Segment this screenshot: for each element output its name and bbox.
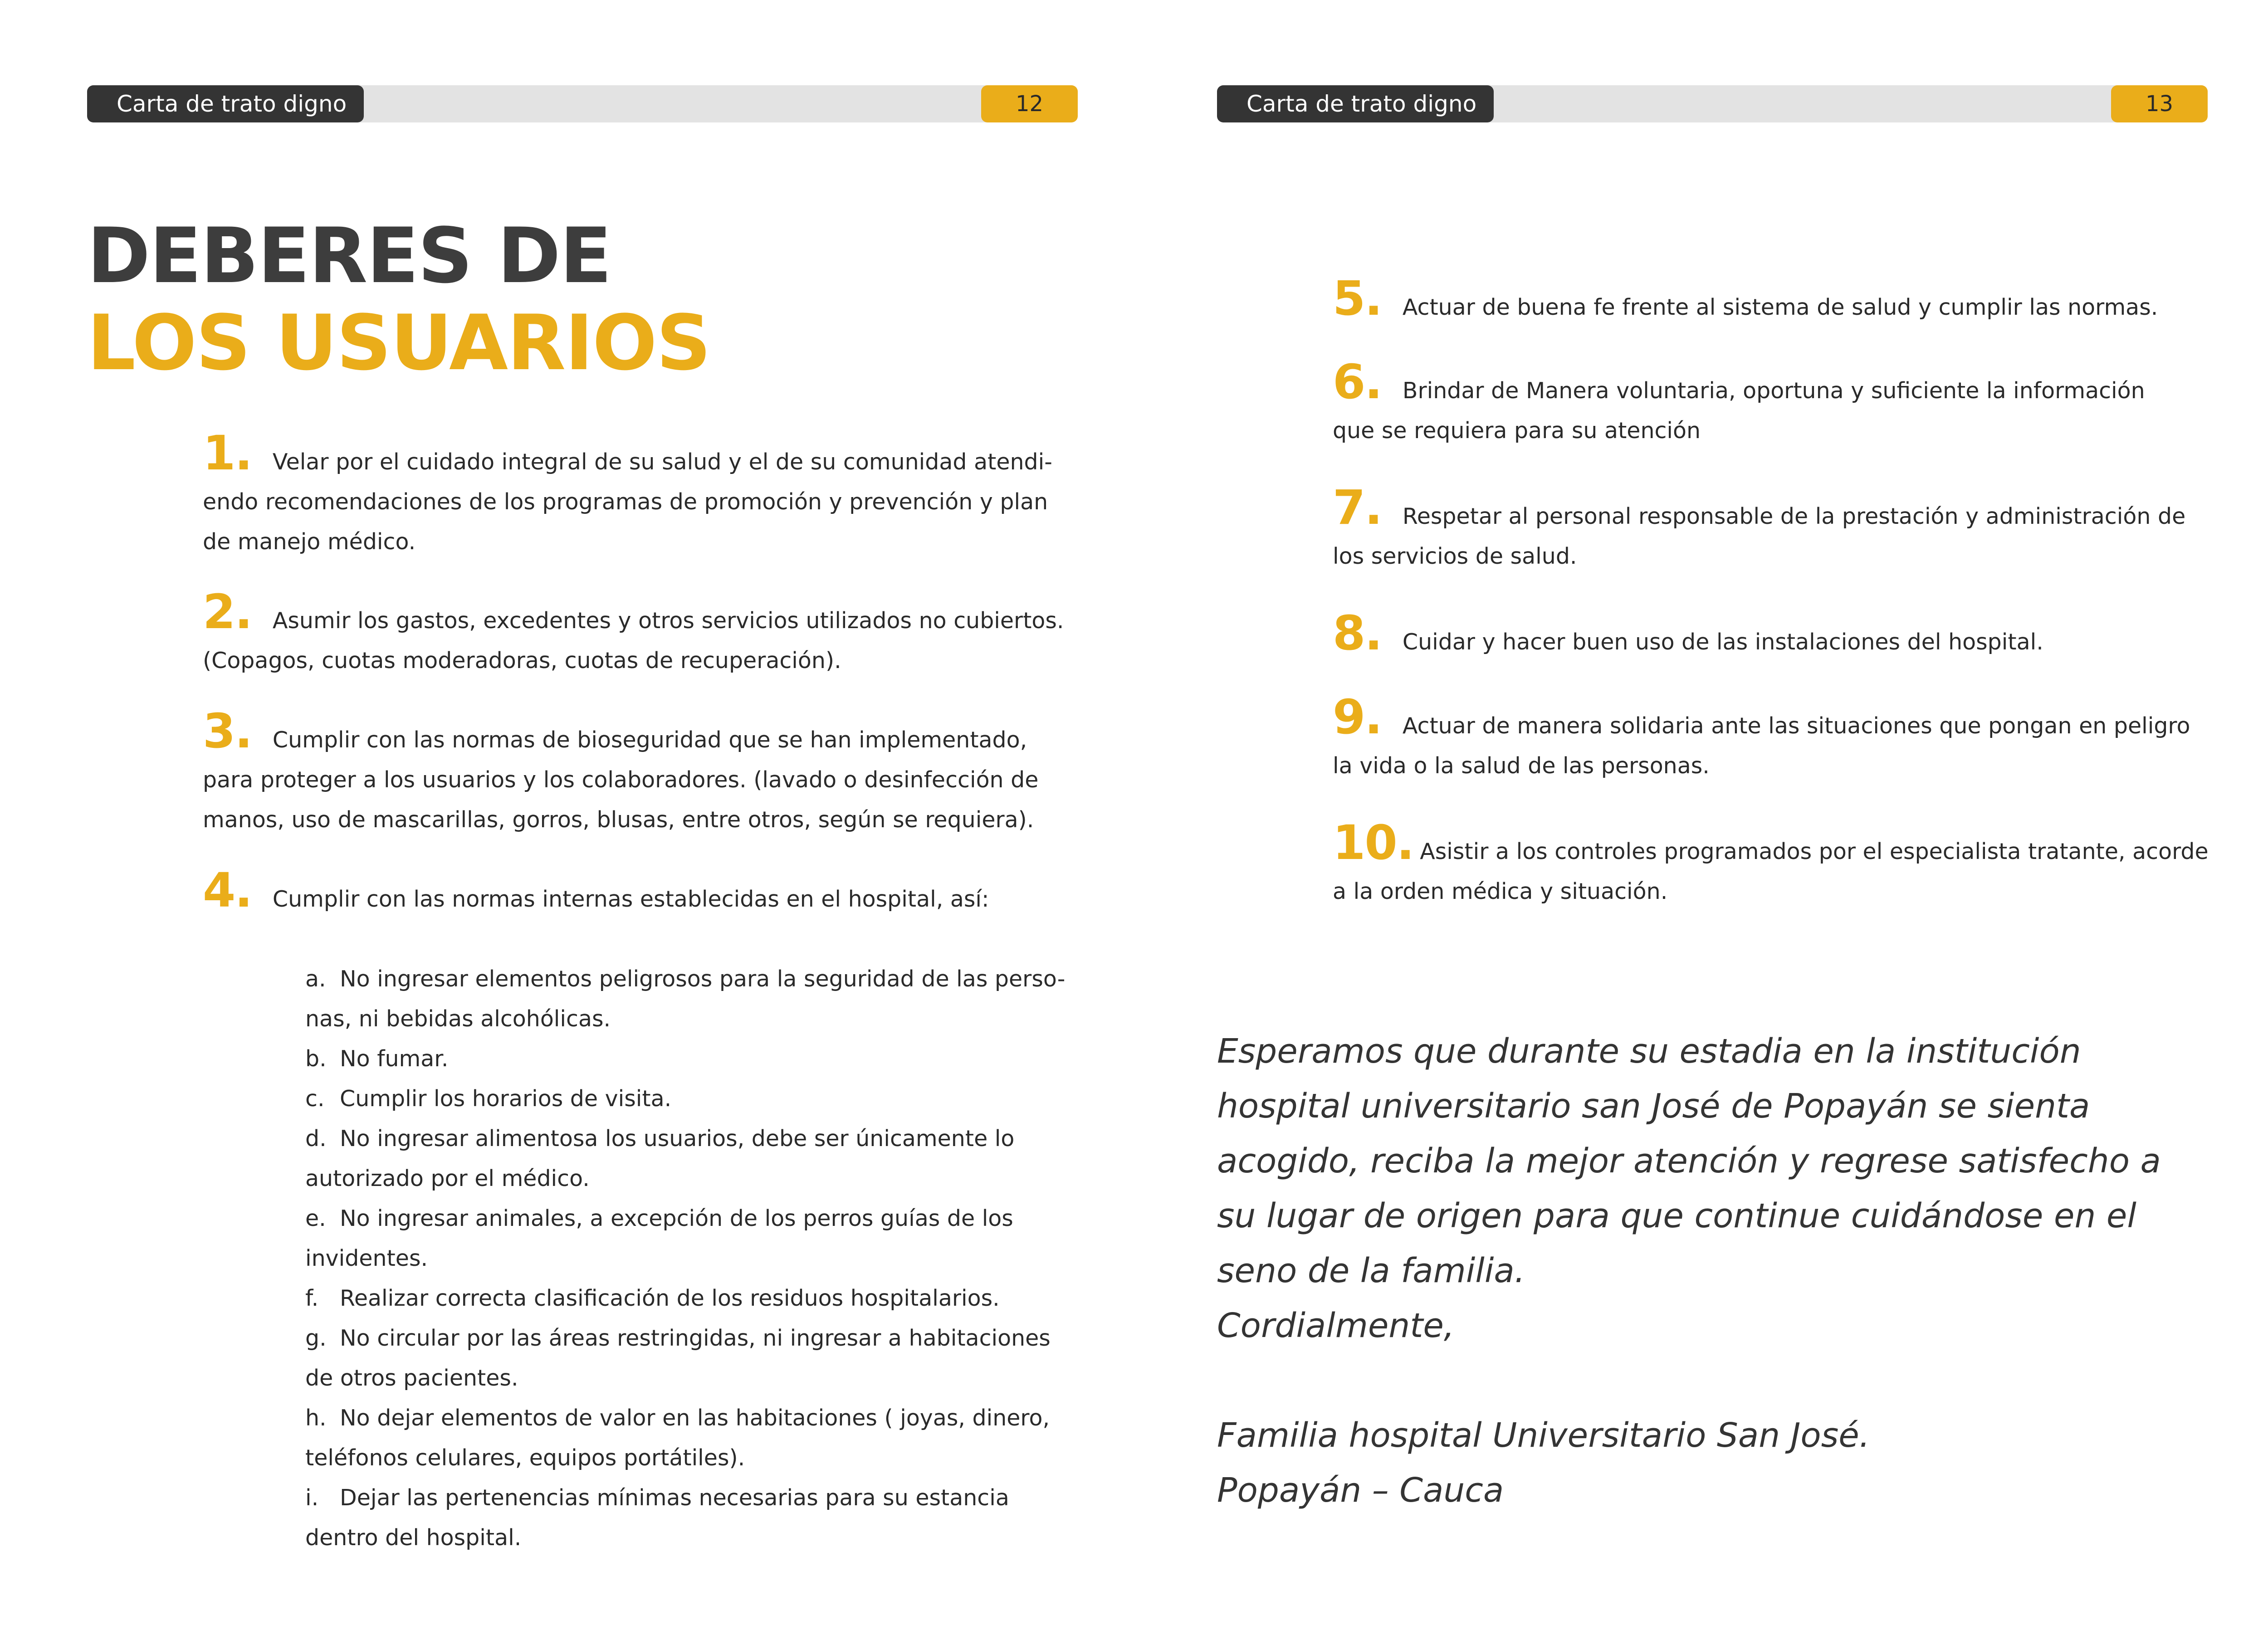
duty-item-6: 6. Brindar de Manera voluntaria, oportuna y suficiente la información que se requiera para su atención <box>1333 354 2145 444</box>
list-item-text: No dejar elementos de valor en las habitaciones ( joyas, dinero, <box>340 1405 1050 1431</box>
list-item-text: No ingresar alimentosa los usuarios, debe ser únicamente lo <box>340 1126 1015 1152</box>
duty-text: Asumir los gastos, excedentes y otros servicios utilizados no cubiertos. <box>272 608 1064 634</box>
list-item <box>305 1119 1090 1199</box>
duty-item-8: 8. Cuidar y hacer buen uso de las instalaciones del hospital. <box>1333 605 2043 661</box>
list-item-text: dentro del hospital. <box>305 1525 522 1551</box>
list-item <box>305 1079 1090 1119</box>
closing-line: su lugar de origen para que continue cuidándose en el <box>1217 1196 2136 1235</box>
closing-line: hospital universitario san José de Popayán se sienta <box>1217 1087 2090 1126</box>
page-right <box>1142 0 2268 1625</box>
internal-rules-list <box>305 959 1090 1558</box>
duty-item-2: 2. Asumir los gastos, excedentes y otros servicios utilizados no cubiertos. (Copagos, cuotas moderadoras, cuotas de recuperación). <box>203 584 1064 673</box>
duty-text: Brindar de Manera voluntaria, oportuna y suficiente la información <box>1402 378 2145 404</box>
list-marker: a. <box>305 966 326 992</box>
duty-text: a la orden médica y situación. <box>1333 878 1668 904</box>
duty-text: (Copagos, cuotas moderadoras, cuotas de recuperación). <box>203 648 841 673</box>
duty-item-10: 10. Asistir a los controles programados por el especialista tratante, acorde a la orden médica y situación. <box>1333 815 2209 904</box>
list-item <box>305 1039 1090 1079</box>
closing-line: Esperamos que durante su estadia en la institución <box>1217 1032 2081 1071</box>
duty-text: Actuar de manera solidaria ante las situaciones que pongan en peligro <box>1402 713 2190 739</box>
list-item-text: invidentes. <box>305 1245 428 1271</box>
page-title-line-1: DEBERES DE <box>87 211 611 300</box>
list-marker: i. <box>305 1485 319 1511</box>
signature-line: Popayán – Cauca <box>1217 1471 1504 1510</box>
duty-text: Actuar de buena fe frente al sistema de salud y cumplir las normas. <box>1402 294 2158 320</box>
list-marker: f. <box>305 1285 319 1311</box>
duty-text: los servicios de salud. <box>1333 543 1577 569</box>
duty-text: la vida o la salud de las personas. <box>1333 753 1710 779</box>
signature <box>1217 1408 2233 1518</box>
duty-item-3: 3. Cumplir con las normas de bioseguridad que se han implementado, para proteger a los usuarios y los colaboradores. (lavado o desinfección de manos, uso de mascarillas, gorros, blusas, entre otros, según se requiera). <box>203 703 1039 833</box>
duty-text: para proteger a los usuarios y los colaboradores. (lavado o desinfección de <box>203 767 1039 793</box>
list-marker: g. <box>305 1325 327 1351</box>
list-item-text: No ingresar animales, a excepción de los perros guías de los <box>340 1205 1013 1231</box>
header-label: Carta de trato digno <box>1217 85 1494 122</box>
list-item <box>305 1279 1090 1318</box>
list-item-text: autorizado por el médico. <box>305 1166 590 1191</box>
list-item-text: teléfonos celulares, equipos portátiles). <box>305 1445 745 1471</box>
closing-message <box>1217 1024 2233 1353</box>
list-item <box>305 959 1090 1039</box>
duty-text: Cuidar y hacer buen uso de las instalaciones del hospital. <box>1402 629 2043 655</box>
duty-text: que se requiera para su atención <box>1333 418 1701 444</box>
list-marker: d. <box>305 1126 327 1152</box>
list-item <box>305 1199 1090 1279</box>
list-item-text: nas, ni bebidas alcohólicas. <box>305 1006 611 1032</box>
list-marker: c. <box>305 1086 325 1112</box>
duty-text: Velar por el cuidado integral de su salud y el de su comunidad atendi- <box>272 449 1052 475</box>
duty-item-7: 7. Respetar al personal responsable de la prestación y administración de los servicios de salud. <box>1333 480 2186 569</box>
list-marker: h. <box>305 1405 327 1431</box>
signature-line: Familia hospital Universitario San José. <box>1217 1416 1870 1455</box>
list-item <box>305 1398 1090 1478</box>
duty-text: Respetar al personal responsable de la prestación y administración de <box>1402 503 2186 529</box>
list-item <box>305 1478 1090 1558</box>
page-title-line-2: LOS USUARIOS <box>87 298 710 387</box>
list-item-text: No circular por las áreas restringidas, ni ingresar a habitaciones <box>340 1325 1051 1351</box>
list-item-text: Dejar las pertenencias mínimas necesarias para su estancia <box>340 1485 1009 1511</box>
list-item-text: de otros pacientes. <box>305 1365 518 1391</box>
duty-text: manos, uso de mascarillas, gorros, blusas, entre otros, según se requiera). <box>203 807 1034 833</box>
duty-item-1: 1. Velar por el cuidado integral de su salud y el de su comunidad atendi- endo recomendaciones de los programas de promoción y prevención y plan de manejo médico. <box>203 425 1052 555</box>
list-item-text: No ingresar elementos peligrosos para la seguridad de las perso- <box>340 966 1066 992</box>
list-item-text: Realizar correcta clasificación de los residuos hospitalarios. <box>340 1285 1000 1311</box>
list-item <box>305 1318 1090 1398</box>
list-marker: e. <box>305 1205 326 1231</box>
duty-item-5: 5. Actuar de buena fe frente al sistema de salud y cumplir las normas. <box>1333 271 2158 326</box>
page-number: 13 <box>2111 85 2208 122</box>
closing-line: acogido, reciba la mejor atención y regrese satisfecho a <box>1217 1142 2161 1181</box>
duty-text: Cumplir con las normas de bioseguridad que se han implementado, <box>272 727 1027 753</box>
duty-item-4: 4. Cumplir con las normas internas establecidas en el hospital, así: <box>203 863 989 918</box>
duty-text: Asistir a los controles programados por el especialista tratante, acorde <box>1420 839 2209 864</box>
duty-text: Cumplir con las normas internas establecidas en el hospital, así: <box>272 886 989 912</box>
duty-text: endo recomendaciones de los programas de promoción y prevención y plan <box>203 489 1048 515</box>
duty-text: de manejo médico. <box>203 529 416 555</box>
duty-item-9: 9. Actuar de manera solidaria ante las situaciones que pongan en peligro la vida o la salud de las personas. <box>1333 689 2190 779</box>
list-item-text: Cumplir los horarios de visita. <box>340 1086 672 1112</box>
closing-line: seno de la familia. <box>1217 1251 1525 1290</box>
list-marker: b. <box>305 1046 327 1072</box>
closing-salutation: Cordialmente, <box>1217 1306 1455 1345</box>
header-label: Carta de trato digno <box>87 85 364 122</box>
page-number: 12 <box>981 85 1078 122</box>
list-item-text: No fumar. <box>340 1046 449 1072</box>
